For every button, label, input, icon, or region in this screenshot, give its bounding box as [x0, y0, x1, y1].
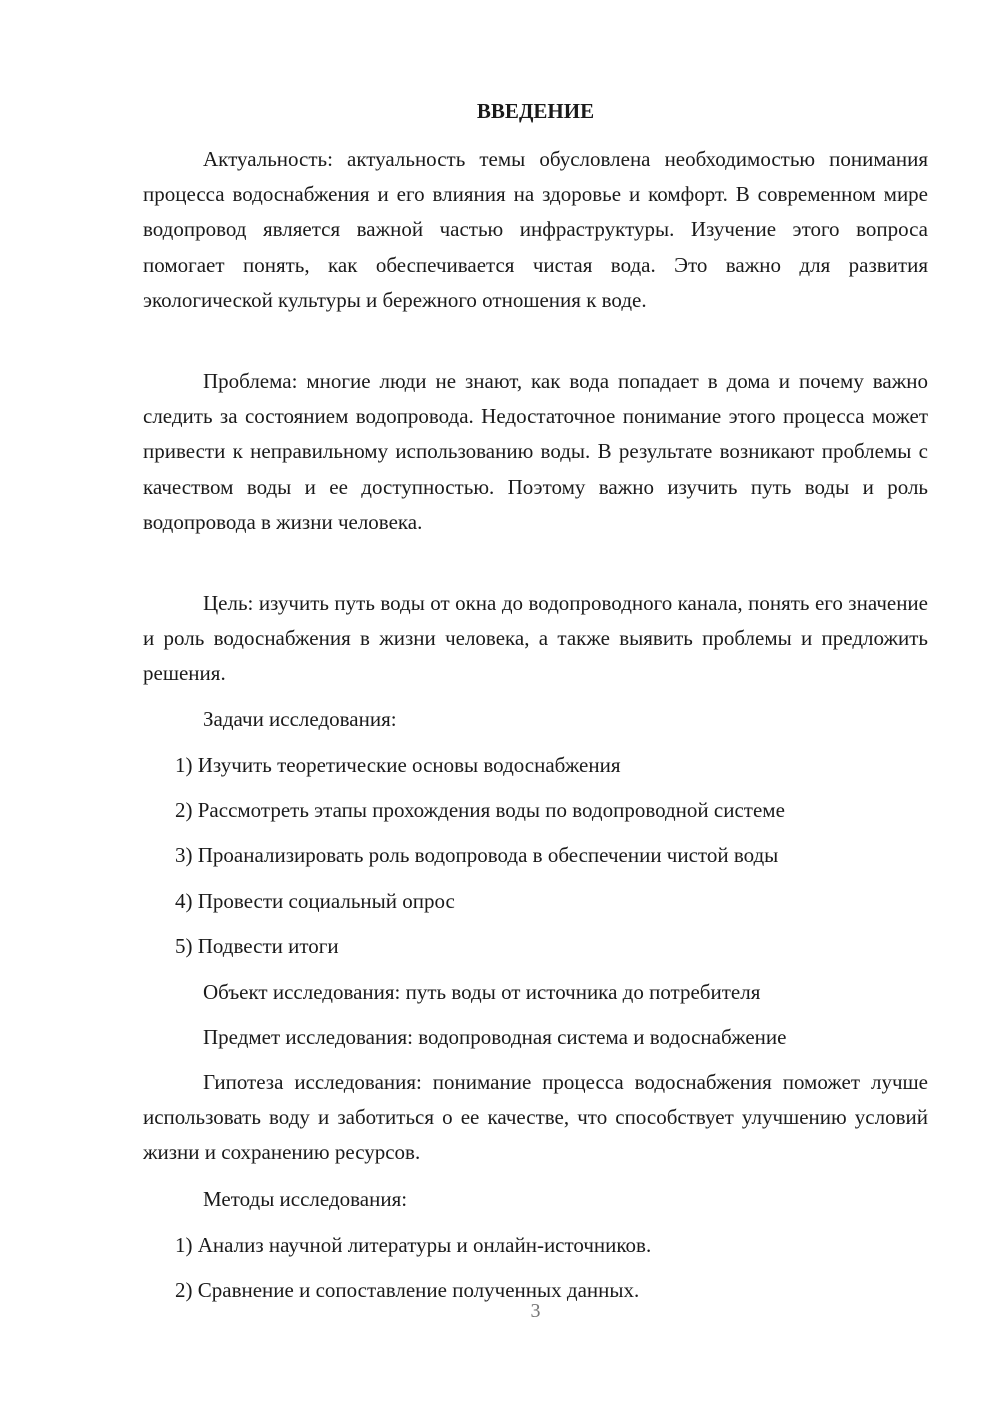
task-item: 3) Проанализировать роль водопровода в обеспечении чистой воды	[175, 843, 779, 867]
task-item: 5) Подвести итоги	[175, 934, 339, 958]
subject-line: Предмет исследования: водопроводная система и водоснабжение	[203, 1025, 787, 1049]
methods-heading: Методы исследования:	[203, 1187, 408, 1211]
task-item: 4) Провести социальный опрос	[175, 889, 455, 913]
relevance-paragraph: Актуальность: актуальность темы обусловлена необходимостью понимания процесса водоснабжения и его влияния на здоровье и комфорт. В современном мире водопровод является важной частью инфраструктуры. Изучение этого вопроса помогает понять, как обеспечивается чистая вода. Это важно для развития экологической культуры и бережного отношения к воде.	[143, 147, 928, 312]
method-item: 2) Сравнение и сопоставление полученных данных.	[175, 1278, 640, 1302]
tasks-heading: Задачи исследования:	[203, 707, 397, 731]
method-item: 1) Анализ научной литературы и онлайн-источников.	[175, 1233, 652, 1257]
goal-paragraph: Цель: изучить путь воды от окна до водопроводного канала, понять его значение и роль водоснабжения в жизни человека, а также выявить проблемы и предложить решения.	[143, 591, 928, 686]
page-number: 3	[530, 1300, 541, 1322]
hypothesis-paragraph: Гипотеза исследования: понимание процесса водоснабжения поможет лучше использовать воду и заботиться о ее качестве, что способствует улучшению условий жизни и сохранению ресурсов.	[143, 1070, 928, 1165]
section-title: ВВЕДЕНИЕ	[476, 99, 595, 123]
task-item: 1) Изучить теоретические основы водоснабжения	[175, 753, 621, 777]
object-line: Объект исследования: путь воды от источника до потребителя	[203, 980, 761, 1004]
task-item: 2) Рассмотреть этапы прохождения воды по водопроводной системе	[175, 798, 785, 822]
problem-paragraph: Проблема: многие люди не знают, как вода попадает в дома и почему важно следить за состоянием водопровода. Недостаточное понимание этого процесса может привести к неправильному использованию воды. В результате возникают проблемы с качеством воды и ее доступностью. Поэтому важно изучить путь воды и роль водопровода в жизни человека.	[143, 369, 928, 534]
